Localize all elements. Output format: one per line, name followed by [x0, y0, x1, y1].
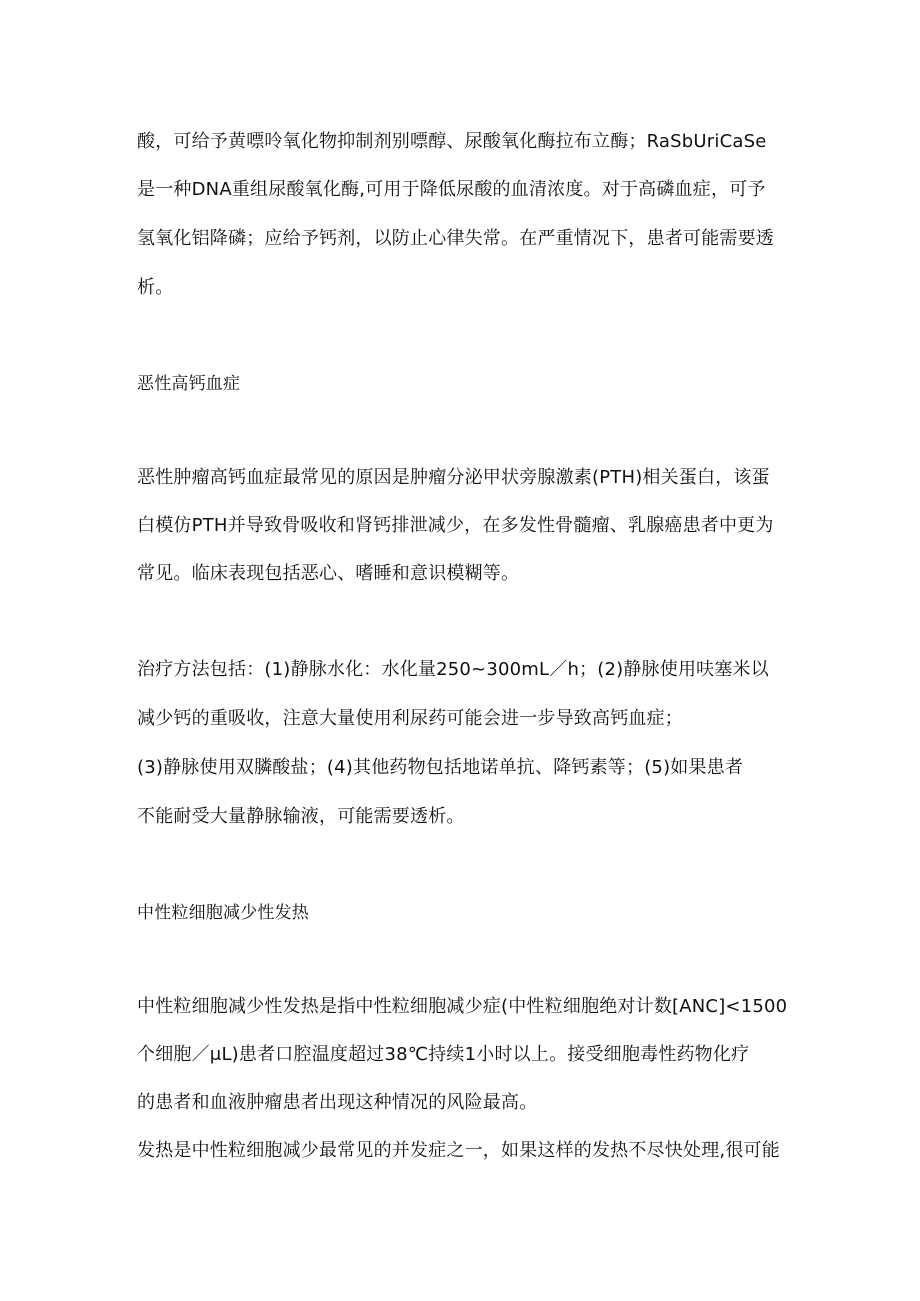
section-heading-neutropenic-fever: 中性粒细胞减少性发热	[137, 903, 309, 923]
paragraph-neutropenic-definition-line-2: 个细胞／μL)患者口腔温度超过38℃持续1小时以上。接受细胞毒性药物化疗	[137, 1044, 750, 1065]
paragraph-hypercalcemia-cause-line-3: 常见。临床表现包括恶心、嗜睡和意识模糊等。	[137, 563, 520, 584]
paragraph-hypercalcemia-treatment-line-4: 不能耐受大量静脉输液，可能需要透析。	[137, 806, 465, 827]
paragraph-neutropenic-complication-line-1: 发热是中性粒细胞减少最常见的并发症之一，如果这样的发热不尽快处理,很可能	[137, 1140, 780, 1161]
paragraph-hypercalcemia-cause-line-1: 恶性肿瘤高钙血症最常见的原因是肿瘤分泌甲状旁腺激素(PTH)相关蛋白，该蛋	[137, 467, 770, 488]
paragraph-hypercalcemia-treatment-line-2: 减少钙的重吸收，注意大量使用利尿药可能会进一步导致高钙血症；	[137, 708, 683, 729]
section-heading-hypercalcemia: 恶性高钙血症	[137, 374, 241, 394]
paragraph-intro-line-1: 酸，可给予黄嘌呤氧化物抑制剂别嘌醇、尿酸氧化酶拉布立酶；RaSbUriCaSe	[137, 131, 767, 152]
paragraph-hypercalcemia-cause-line-2: 白模仿PTH并导致骨吸收和肾钙排泄减少，在多发性骨髓瘤、乳腺癌患者中更为	[137, 515, 774, 536]
paragraph-intro-line-3: 氢氧化铝降磷；应给予钙剂，以防止心律失常。在严重情况下，患者可能需要透	[137, 228, 774, 249]
paragraph-intro-line-4: 析。	[137, 277, 174, 298]
paragraph-neutropenic-definition-line-3: 的患者和血液肿瘤患者出现这种情况的风险最高。	[137, 1092, 538, 1113]
paragraph-hypercalcemia-treatment-line-3: (3)静脉使用双膦酸盐；(4)其他药物包括地诺单抗、降钙素等；(5)如果患者	[137, 757, 744, 778]
paragraph-intro-line-2: 是一种DNA重组尿酸氧化酶,可用于降低尿酸的血清浓度。对于高磷血症，可予	[137, 179, 766, 200]
paragraph-hypercalcemia-treatment-line-1: 治疗方法包括：(1)静脉水化：水化量250~300mL／h；(2)静脉使用呋塞米以	[137, 659, 769, 680]
paragraph-neutropenic-definition-line-1: 中性粒细胞减少性发热是指中性粒细胞减少症(中性粒细胞绝对计数[ANC]<1500	[137, 996, 788, 1017]
